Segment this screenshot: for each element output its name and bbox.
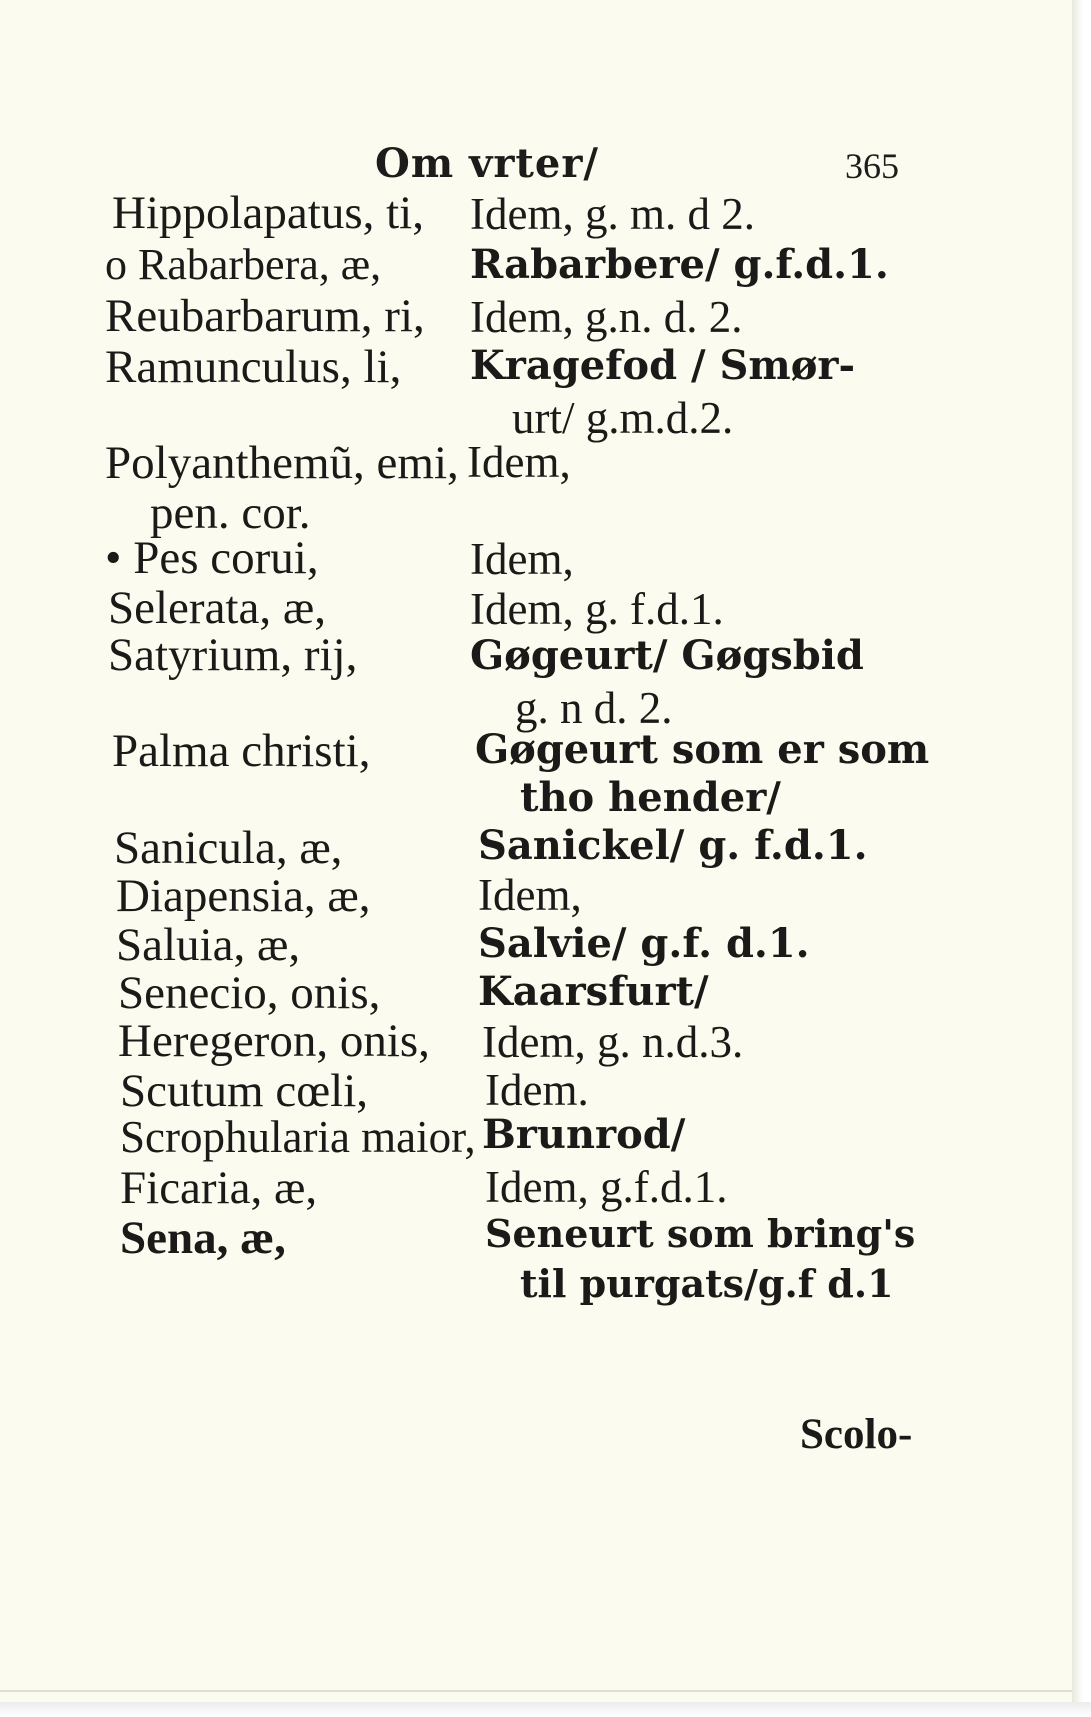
latin-term: Heregeron, onis, bbox=[118, 1015, 430, 1067]
latin-term: Diapensia, æ, bbox=[116, 870, 371, 922]
latin-term: Ramunculus, li, bbox=[105, 341, 402, 393]
danish-gloss: Idem, g. f.d.1. bbox=[470, 584, 724, 634]
danish-gloss: Idem, g.f.d.1. bbox=[485, 1162, 728, 1212]
running-header: Om vrter/ bbox=[375, 140, 600, 187]
danish-gloss: Kaarsfurt/ bbox=[478, 968, 709, 1015]
latin-term: Senecio, onis, bbox=[118, 967, 381, 1019]
latin-term: Scrophularia maior, bbox=[120, 1112, 476, 1162]
danish-gloss: Idem, g. n.d.3. bbox=[482, 1017, 744, 1067]
page-number: 365 bbox=[845, 146, 899, 186]
latin-term: Ficaria, æ, bbox=[120, 1162, 318, 1214]
catchword: Scolo- bbox=[800, 1411, 913, 1458]
danish-gloss: Seneurt som bring's bbox=[485, 1211, 916, 1256]
danish-gloss: Idem, bbox=[478, 870, 582, 920]
danish-gloss: Sanickel/ g. f.d.1. bbox=[478, 822, 868, 869]
danish-gloss: Kragefod / Smør- bbox=[470, 342, 856, 389]
danish-gloss: Brunrod/ bbox=[482, 1111, 686, 1158]
latin-term: o Rabarbera, æ, bbox=[105, 240, 382, 289]
latin-term: Selerata, æ, bbox=[108, 582, 326, 634]
danish-gloss: Gøgeurt som er som bbox=[475, 726, 930, 773]
latin-term-continuation: pen. cor. bbox=[150, 487, 311, 539]
danish-gloss-continuation: urt/ g.m.d.2. bbox=[512, 393, 734, 443]
page-bottom-shadow bbox=[0, 1690, 1072, 1692]
danish-gloss: Idem, bbox=[470, 534, 574, 584]
danish-gloss-continuation: til purgats/g.f d.1 bbox=[520, 1261, 894, 1306]
danish-gloss: Idem, g. m. d 2. bbox=[470, 189, 755, 239]
danish-gloss: Rabarbere/ g.f.d.1. bbox=[470, 241, 889, 288]
latin-term: • Pes corui, bbox=[105, 532, 319, 584]
danish-gloss: Salvie/ g.f. d.1. bbox=[478, 920, 810, 967]
scan-right-edge bbox=[1072, 0, 1091, 1717]
scan-bottom-edge bbox=[0, 1702, 1091, 1717]
danish-gloss-continuation: tho hender/ bbox=[520, 774, 781, 821]
latin-term: Sena, æ, bbox=[120, 1212, 286, 1264]
danish-gloss: Idem, g.n. d. 2. bbox=[470, 292, 743, 342]
latin-term: Palma christi, bbox=[112, 725, 371, 777]
latin-term: Saluia, æ, bbox=[116, 919, 301, 971]
latin-term: Hippolapatus, ti, bbox=[112, 187, 424, 239]
latin-term: Scutum cœli, bbox=[120, 1065, 369, 1117]
danish-gloss: Idem. bbox=[485, 1065, 589, 1115]
danish-gloss-continuation: g. n d. 2. bbox=[515, 683, 673, 733]
danish-gloss: Idem, bbox=[467, 437, 571, 487]
latin-term: Sanicula, æ, bbox=[114, 822, 343, 874]
latin-term: Reubarbarum, ri, bbox=[105, 290, 425, 342]
latin-term: Polyanthemũ, emi, bbox=[105, 437, 459, 489]
latin-term: Satyrium, rij, bbox=[108, 629, 358, 681]
danish-gloss: Gøgeurt/ Gøgsbid bbox=[470, 632, 864, 679]
